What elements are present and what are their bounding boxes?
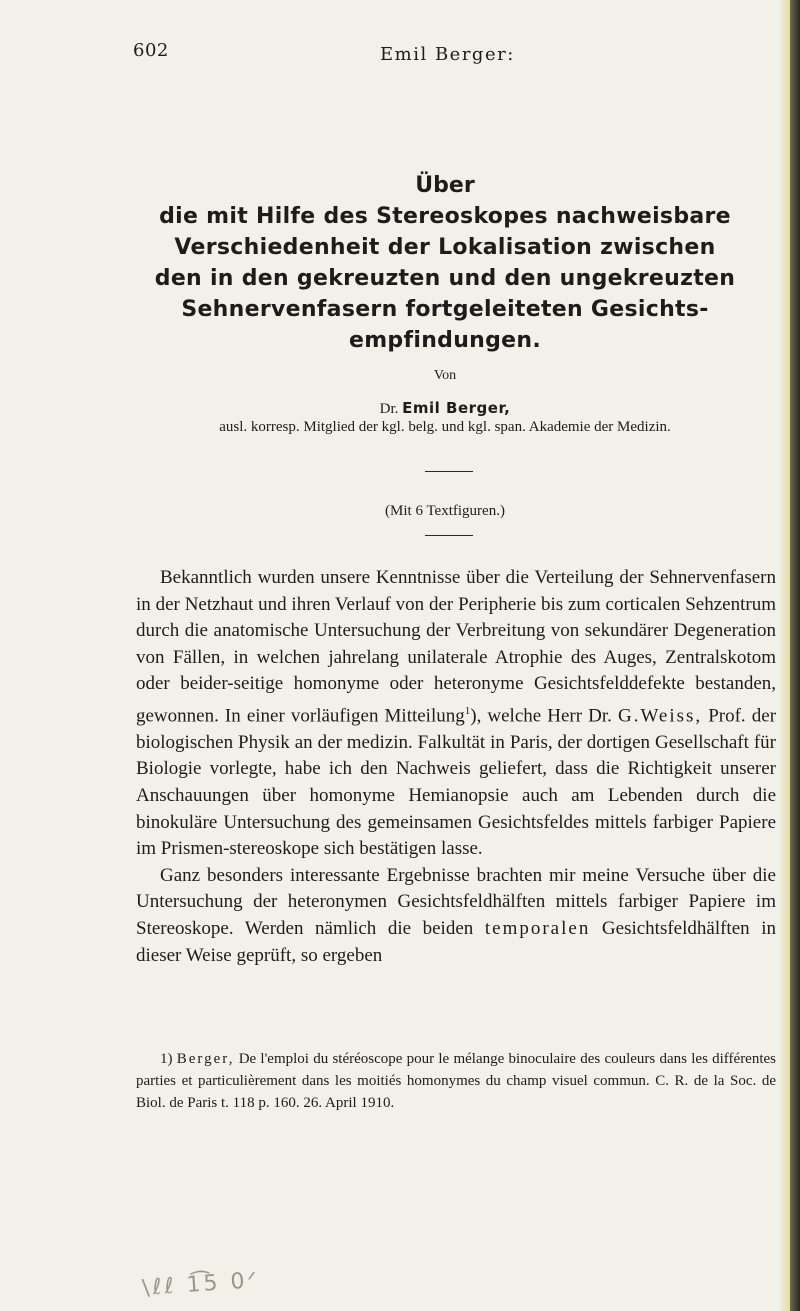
page-edge-highlight bbox=[778, 0, 790, 1311]
title-line-3: Verschiedenheit der Lokalisation zwischen bbox=[174, 235, 716, 260]
paragraph bbox=[136, 863, 776, 969]
title-line-6: empfindungen. bbox=[348, 328, 542, 353]
paragraph-text: Gesichtsfeldhälften in dieser Weise geprüft, so ergeben bbox=[136, 918, 776, 966]
article-title bbox=[120, 171, 770, 356]
divider-rule bbox=[425, 535, 473, 536]
body-text bbox=[136, 565, 776, 969]
author-affiliation: ausl. korresp. Mitglied der kgl. belg. und kgl. span. Akademie der Medizin. bbox=[219, 419, 671, 435]
author-name: Emil Berger, bbox=[402, 399, 511, 417]
paragraph-text: Ganz besonders interessante Ergebnisse brachten mir meine Versuche über die Untersuchung der heteronymen Gesichtsfeldhälften mittels farbiger Papiere im Stereoskope. Werden nämlich die beiden bbox=[136, 864, 776, 940]
title-line-4: den in den gekreuzten und den ungekreuzten bbox=[154, 266, 736, 291]
paragraph-text: ), welche Herr Dr. bbox=[470, 705, 618, 727]
figures-note: (Mit 6 Textfiguren.) bbox=[385, 503, 505, 519]
emphasized-word: temporalen bbox=[484, 918, 591, 940]
byline-author bbox=[120, 399, 770, 418]
running-header-author: Emil Berger: bbox=[380, 44, 515, 65]
person-name: G.Weiss, bbox=[618, 705, 703, 727]
title-line-2: die mit Hilfe des Stereoskopes nachweisbare bbox=[159, 204, 731, 229]
footnote-marker: 1) bbox=[160, 1051, 177, 1067]
footnote-author: Berger, bbox=[176, 1051, 235, 1067]
paragraph bbox=[136, 565, 776, 863]
page-number: 602 bbox=[133, 40, 169, 61]
footnote-text: De l'emploi du stéréoscope pour le mélange binoculaire des couleurs dans les différentes parties et particulièrement dans les moitiés homonymes du champ visuel commun. C. R. de la Soc. de Biol. de Paris t. 118 p. 160. 26. April 1910. bbox=[136, 1051, 777, 1111]
handwritten-margin-mark: \ℓℓ 1͡5 0ᐟ bbox=[141, 1267, 261, 1302]
page-edge-shadow bbox=[790, 0, 800, 1311]
author-prefix: Dr. bbox=[379, 401, 399, 417]
byline-von: Von bbox=[433, 368, 457, 383]
footnote bbox=[136, 1048, 776, 1114]
title-line-1: Über bbox=[415, 173, 475, 198]
paragraph-text: Bekanntlich wurden unsere Kenntnisse über die Verteilung der Sehnervenfasern in der Netzhaut und ihren Verlauf von der Peripherie bis zum corticalen Sehzentrum durch die anatomische Untersuchung der Verbreitung von sekundärer Degeneration von Fällen, in welchen jahrelang unilaterale Atrophie des Auges, Zentralskotom oder beider-seitige homonyme oder heteronyme Gesichtsfelddefekte bestanden, gewonnen. In einer vorläufigen Mitteilung bbox=[136, 567, 776, 727]
title-line-5: Sehnervenfasern fortgeleiteten Gesichts- bbox=[181, 297, 709, 322]
divider-rule bbox=[425, 471, 473, 472]
paragraph-text: Prof. der biologischen Physik an der medizin. Falkultät in Paris, der dortigen Gesellschaft für Biologie vorlegte, habe ich den Nachweis geliefert, dass die Richtigkeit unserer Anschauungen über homonyme Hemianopsie auch am Lebenden durch die binokuläre Untersuchung des gemeinsamen Gesichtsfeldes mittels farbiger Papiere im Prismen-stereoskope sich bestätigen lasse. bbox=[136, 705, 777, 860]
footnote-ref: 1 bbox=[464, 704, 471, 717]
